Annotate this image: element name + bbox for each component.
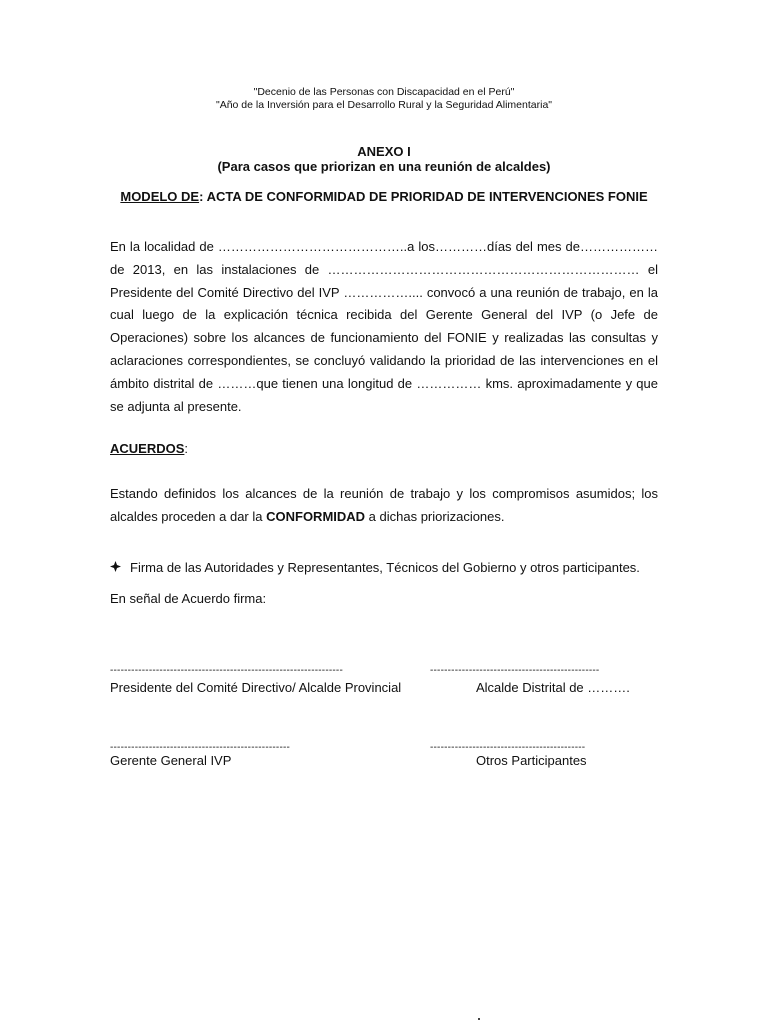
model-colon: : [199,189,204,204]
year-header: "Año de la Inversión para el Desarrollo Rural y la Seguridad Alimentaria" [215,99,553,111]
signature-line-others: -------------------------------------------- [430,743,586,753]
annex-subtitle: (Para casos que priorizan en una reunión de alcaldes) [217,159,551,174]
conformidad-word: CONFORMIDAD [266,508,366,524]
diamond-bullet-icon [110,561,130,577]
signature-line-district-mayor: ------------------------------------------------ [430,666,600,676]
acuerdos-heading [110,441,188,457]
signature-bullet [110,560,640,577]
sign-intro: En señal de Acuerdo firma: [110,591,267,606]
agreement-text-end: a dichas priorizaciones. [365,508,505,524]
model-title [0,189,768,204]
signature-line-president: ------------------------------------------------------------------ [110,666,343,676]
general-manager-label: Gerente General IVP [110,753,232,768]
signature-line-manager: --------------------------------------------------- [110,743,291,753]
intro-paragraph: En la localidad de ……………………………………..a los…………días del mes de……………… de 2013, en las instalaciones de ……………………………………………………………… el Presidente del Comité Directivo del IVP …………….... convocó a una reunión de trabajo, en la cual luego de la explicación técnica recibida del Gerente General del IVP (o Jefe de Operaciones) sobre los alcances de funcionamiento del FONIE y realizadas las consultas y aclaraciones correspondientes, se concluyó validando la prioridad de las intervenciones en el ámbito distrital de ………que tienen una longitud de …………… kms. aproximadamente y que se adjunta al presente. [110,239,658,414]
annex-title: ANEXO I [357,144,411,159]
president-label: Presidente del Comité Directivo/ Alcalde Provincial [110,680,402,695]
model-rest: ACTA DE CONFORMIDAD DE PRIORIDAD DE INTERVENCIONES FONIE [203,189,648,204]
model-prefix: MODELO DE [120,189,200,204]
others-label: Otros Participantes [476,753,587,768]
bullet-text: Firma de las Autoridades y Representantes, Técnicos del Gobierno y otros participantes. [130,560,640,575]
agreement-paragraph [110,483,658,529]
district-mayor-label: Alcalde Distrital de ………. [476,680,630,695]
decade-header: "Decenio de las Personas con Discapacidad en el Perú" [253,86,515,98]
page-mark [478,1018,480,1020]
acuerdos-colon: : [184,441,189,456]
acuerdos-label: ACUERDOS [110,441,185,456]
agreement-text-start: Estando definidos los alcances de la reunión de trabajo y los compromisos asumidos; los alcaldes proceden a dar la [110,486,658,524]
